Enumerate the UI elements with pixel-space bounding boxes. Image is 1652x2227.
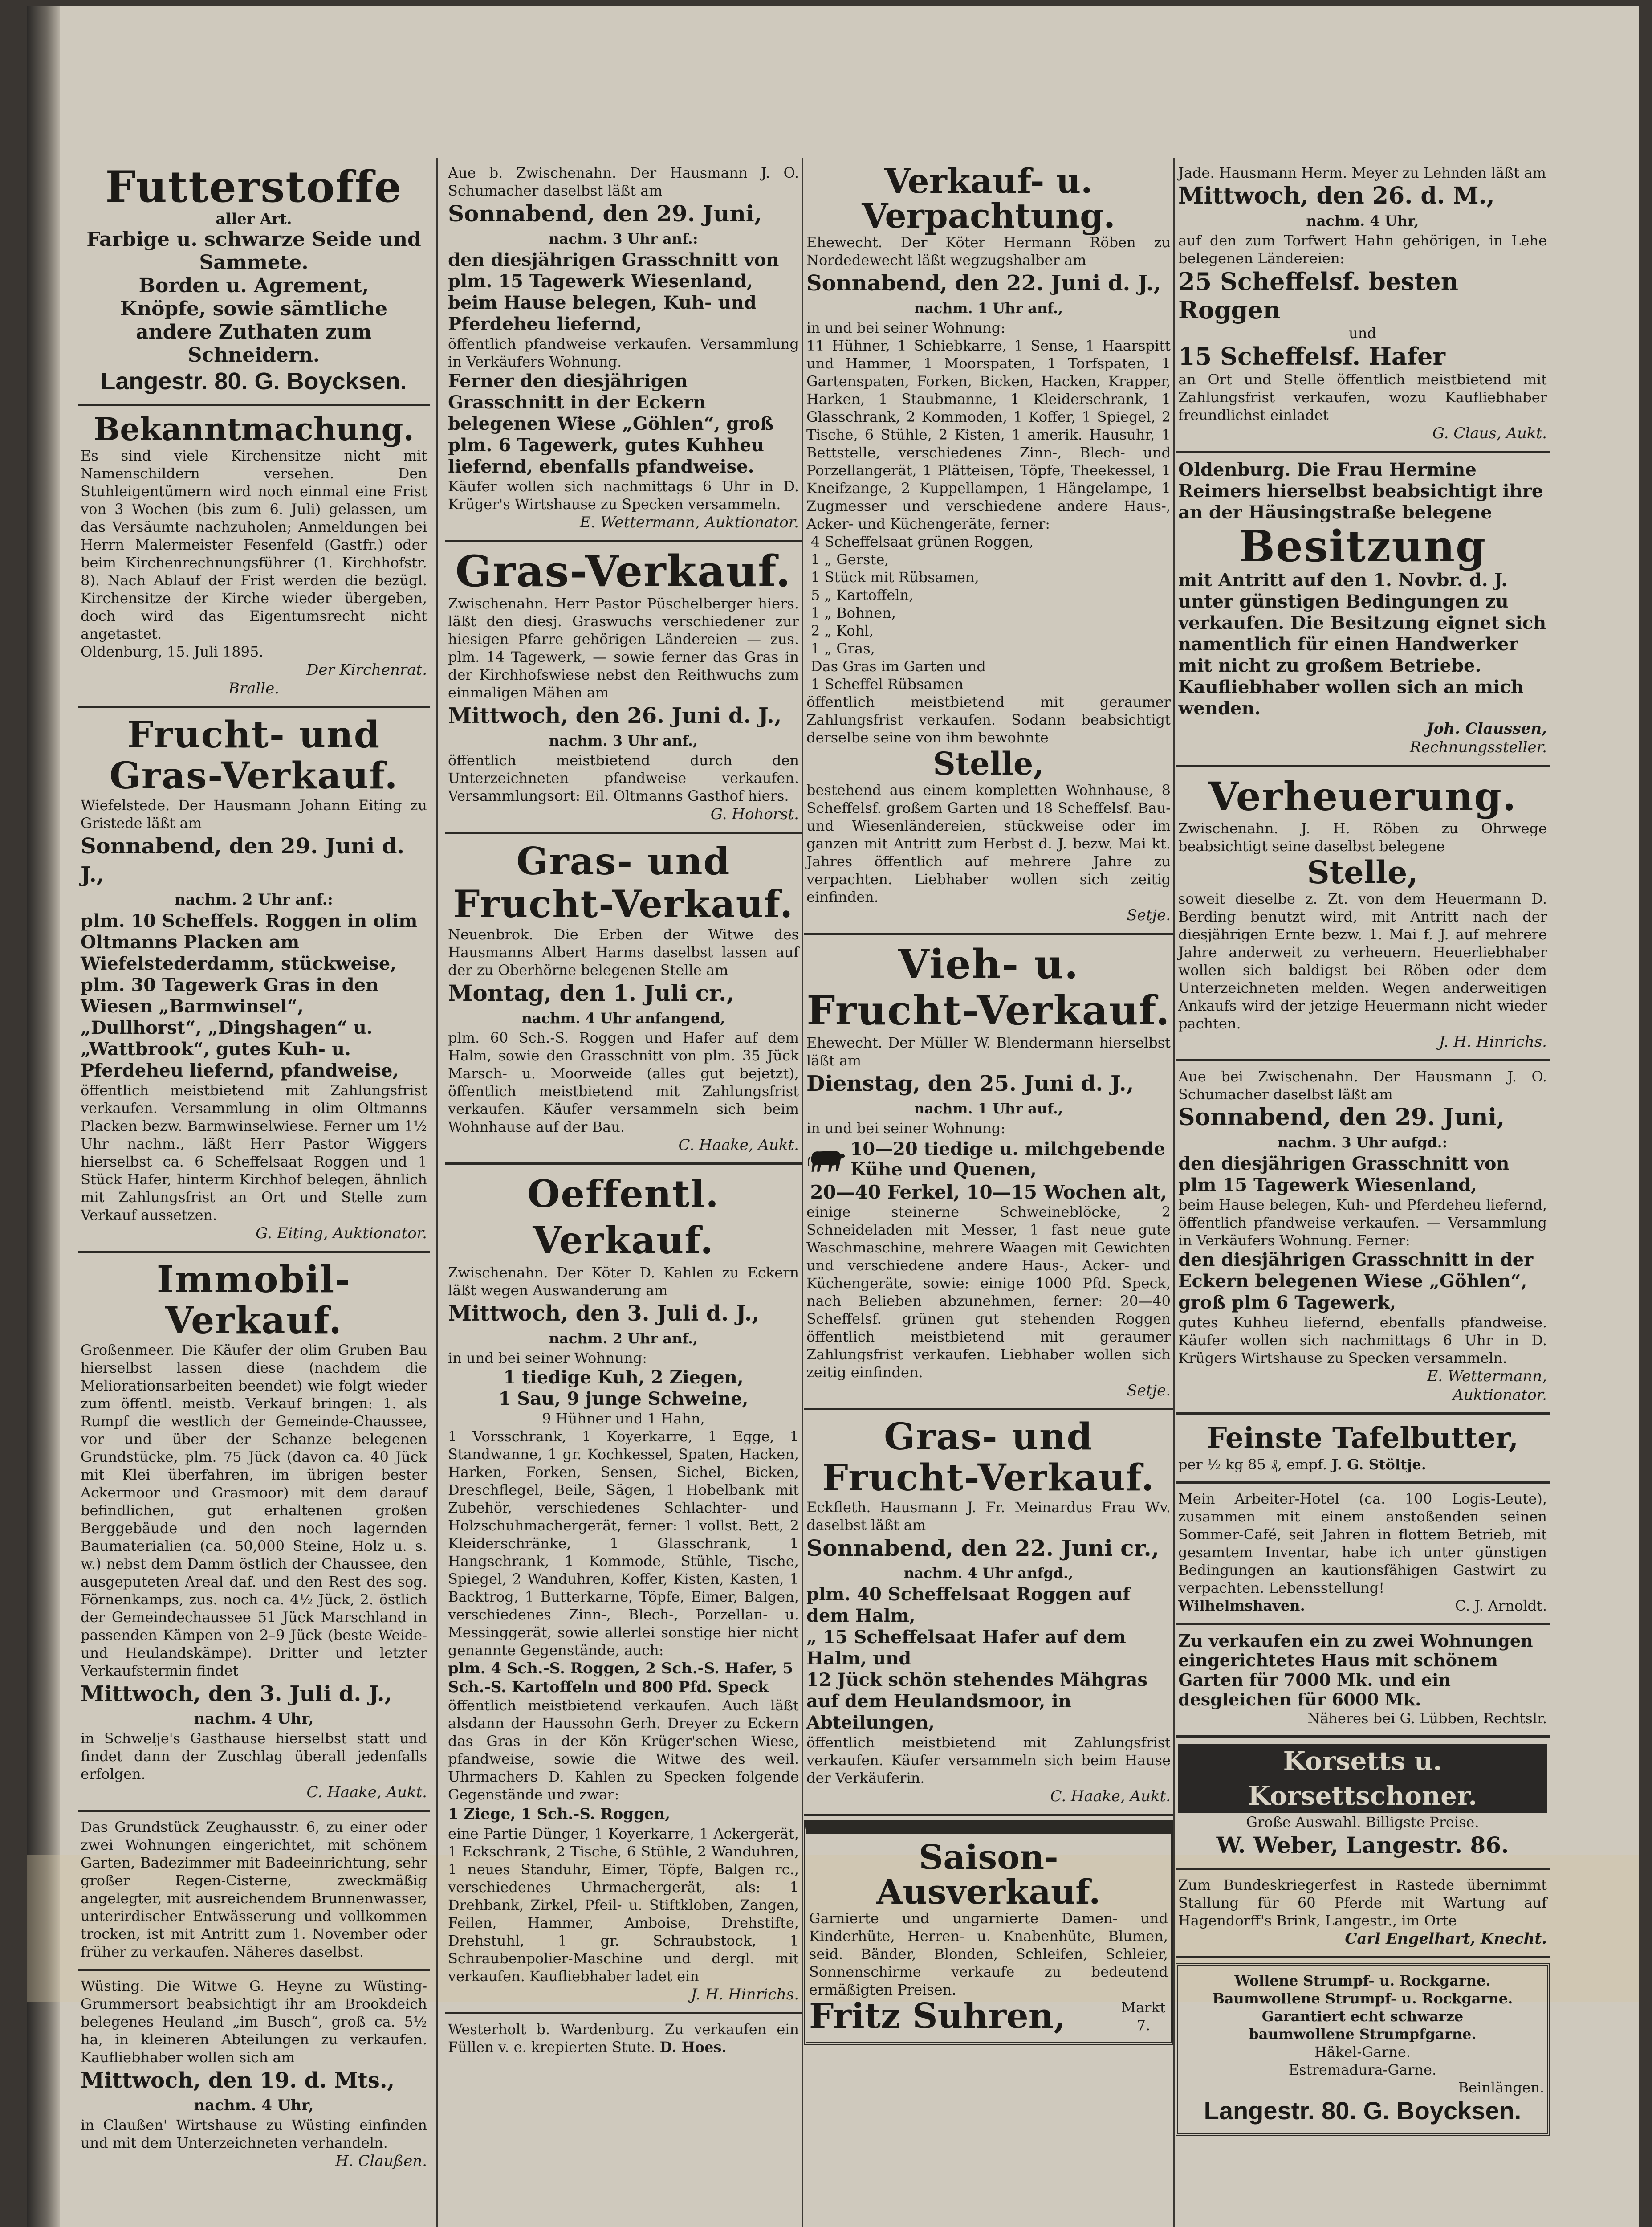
ad-body: auf den zum Torfwert Hahn gehörigen, in Lehe belegenen Ländereien: [1178, 232, 1547, 267]
ad-intro: Jade. Hausmann Herm. Meyer zu Lehnden läßt am [1178, 164, 1546, 181]
list-item: 5 „ Kartoffeln, [811, 587, 914, 604]
ad-intro: Neuenbrok. Die Erben der Witwe des Hausmanns Albert Harms daselbst lassen auf der zu Oberhörne belegenen Stelle am [448, 926, 799, 979]
ad-date: Montag, den 1. Juli cr., [448, 980, 734, 1006]
ad-date: Mittwoch, den 3. Juli d. J., [81, 1681, 392, 1706]
ad-title: Oeffentl. Verkauf. [527, 1172, 720, 1262]
ad-address: Markt 7. [1121, 1999, 1166, 2034]
crop-list [806, 533, 1171, 693]
ad-items: plm. 10 Scheffels. Roggen in olim Oltmanns Placken am Wiefelstederdamm, stückweise, plm. 30 Tagewerk Gras in den Wiesen „Barmwinsel“, „Dullhorst“, „Dingshagen“ u. „Wattbrook“, gutes Kuh- u. Pferdeheu liefernd, pfandweise, [81, 910, 418, 1081]
ad-bold: 10—20 tiedige u. milchgebende Kühe und Quenen, [850, 1138, 1165, 1180]
ad-haus [1176, 1625, 1550, 1738]
ad-grundstueck [78, 1812, 430, 1971]
ad-line: Estremadura-Garne. [1288, 2061, 1437, 2078]
ad-body: 1 Vorsschrank, 1 Koyerkarre, 1 Egge, 1 Standwanne, 1 gr. Kochkessel, Spaten, Hacken, Harken, Forken, Sensen, Sichel, Bicken, Dreschflegel, Beile, Sägen, 1 Hobelbank mit Zubehör, verschiedenes Schlachter- und Holzschuhmachergerät, ferner: 1 vollst. Bett, 2 Kleiderschränke, 1 Glasschrank, 1 Hangschrank, 1 Kommode, Stühle, Tische, Spiegel, 2 Wanduhren, Koffer, Kisten, Kasten, 1 Backtrog, 1 Butterkarne, Töpfe, Eimer, Balgen, verschiedenes Zinn-, Blech-, Porzellan- u. Messinggerät, sowie allerlei sonstige hier nicht genannte Gegenstände, auch: [448, 1428, 799, 1659]
ad-signature: C. Haake, Aukt. [306, 1783, 427, 1801]
ad-frucht-gras [78, 708, 430, 1253]
ad-date: Sonnabend, den 29. Juni d. J., [81, 834, 405, 887]
ad-aue-2 [1176, 1061, 1550, 1415]
ad-title: Vieh- u. Frucht-Verkauf. [806, 941, 1171, 1034]
ad-body: 11 Hühner, 1 Schiebkarre, 1 Sense, 1 Haarspitt und Hammer, 1 Moorspaten, 1 Torfspaten, 1 Gartenspaten, Forken, Bicken, Hacken, Krapper, Harken, 1 Staubmanne, 1 Kleiderschrank, 1 Glasschrank, 2 Kommoden, 1 Koffer, 1 Spiegel, 2 Tische, 6 Stühle, 2 Kisten, 1 amerik. Hausuhr, 1 Bettstelle, verschiedenes Zinn-, Blech- und Porzellangerät, 1 Plätteisen, Töpfe, Theekessel, 1 Kneifzange, 2 Kuppellampen, 1 Hängelampe, 1 Zugmesser und verschiedene andere Haus-, Acker- und Küchengeräte, ferner: [806, 337, 1171, 532]
ad-body: in Schwelje's Gasthause hierselbst statt und findet dann der Zuschlag überall jedenfalls erfolgen. [81, 1730, 427, 1782]
column-rule [802, 158, 803, 2227]
ad-title: Frucht- und Gras-Verkauf. [109, 714, 399, 797]
ad-date: Mittwoch, den 26. d. M., [1178, 182, 1495, 209]
ad-body: Es sind viele Kirchensitze nicht mit Namenschildern versehen. Den Stuhleigentümern wird noch einmal eine Frist von 3 Wochen (bis zum 6. Juli) gelassen, um das Versäumte nachzuholen; Anmeldungen bei Herrn Malermeister Fesenfeld (Gastfr.) oder beim Kirchenrechnungsführer (1. Kirchhofstr. 8). Nach Ablauf der Frist werden die bezügl. Kirchensitze der Kirche wieder übergeben, doch wird das Eigentumsrecht nicht angetastet. [81, 447, 427, 642]
ad-body: öffentlich meistbietend mit Zahlungsfrist verkaufen. Versammlung in olim Oltmanns Placken bezw. Barmwinselwiese. Ferner um 1½ Uhr nachm., läßt Herr Pastor Wiggers hierselbst ca. 6 Scheffelsaat Roggen und 1 Stück Hafer, hinterm Kirchhof belegen, ähnlich mit Zahlungsfrist an Ort und Stelle zum Verkauf aussetzen. [81, 1082, 427, 1224]
ad-date: Mittwoch, den 19. d. Mts., [81, 2068, 395, 2093]
ad-date: Dienstag, den 25. Juni d. J., [806, 1071, 1134, 1096]
ad-line: Beinlängen. [1458, 2079, 1544, 2096]
ad-body: soweit dieselbe z. Zt. von dem Heuermann D. Berding benutzt wird, mit Antritt nach der diesjährigen Ernte bezw. 1. Mai f. J. auf mehrere Jahre anderweit zu verheuern. Heuerliebhaber wollen sich baldigst bei Röben oder dem Unterzeichneten melden. Wegen anderweitigen Ankaufs wird der jetzige Heuermann nicht wieder pachten. [1178, 890, 1547, 1032]
ad-intro: Eckfleth. Hausmann J. Fr. Meinardus Frau Wv. daselbst läßt am [806, 1499, 1171, 1534]
ad-title: Gras- und Frucht-Verkauf. [822, 1415, 1155, 1499]
ad-body: öffentlich meistbietend mit Zahlungsfrist verkaufen. Käufer versammeln sich beim Hause der Verkäuferin. [806, 1734, 1171, 1786]
ad-time: nachm. 1 Uhr anf., [914, 300, 1063, 317]
ad-intro: Aue b. Zwischenahn. Der Hausmann J. O. Schumacher daselbst läßt am [448, 164, 799, 199]
ad-title: Besitzung [1238, 521, 1487, 571]
ad-bold: 25 Scheffelsf. besten Roggen [1178, 267, 1459, 324]
list-item: 2 „ Kohl, [811, 622, 874, 639]
ad-signature: G. Hohorst. [710, 805, 799, 823]
ad-signature: G. Claus, Aukt. [1432, 424, 1547, 442]
ad-body: bestehend aus einem kompletten Wohnhause, 8 Scheffelsf. großem Garten und 18 Scheffelsf. Bau- und Wiesenländereien, stückweise oder im ganzen mit Antritt zum Herbst d. J. bezw. Mai kt. Jahres öffentlich auf mehrere Jahre zu verpachten. Liebhaber wollen sich zeitig einfinden. [806, 782, 1171, 905]
ad-signature: C. J. Arnoldt. [1455, 1597, 1547, 1614]
ad-time: nachm. 2 Uhr anf., [549, 1330, 698, 1347]
ad-bold: den diesjährigen Grasschnitt von plm 15 Tagewerk Wiesenland, [1178, 1153, 1510, 1195]
ad-body: mit Antritt auf den 1. Novbr. d. J. unter günstigen Bedingungen zu verkaufen. Die Besitzung eignet sich namentlich für einen Handwerker mit nicht zu großem Betriebe. Kaufliebhaber wollen sich an mich wenden. [1178, 570, 1546, 719]
ad-signature: Rechnungssteller. [1410, 738, 1547, 756]
column-rule [436, 158, 438, 2227]
ad-title: Immobil-Verkauf. [156, 1258, 351, 1342]
list-item: 1 Stück mit Rübsamen, [811, 569, 979, 586]
ad-jade [1176, 158, 1550, 453]
ad-big-word: Stelle, [933, 745, 1044, 782]
list-item: 1 „ Gerste, [811, 551, 889, 568]
ad-vieh-frucht [804, 935, 1173, 1410]
ad-body: Käufer wollen sich nachmittags 6 Uhr in D. Krüger's Wirtshause zu Specken versammeln. [448, 478, 799, 513]
ad-bold: plm. 4 Sch.-S. Roggen, 2 Sch.-S. Hafer, 5 Sch.-S. Kartoffeln und 800 Pfd. Speck [448, 1660, 793, 1696]
ad-body: und [1349, 325, 1376, 342]
ad-body: Mein Arbeiter-Hotel (ca. 100 Logis-Leute), zusammen mit einem anstoßenden seinen Sommer-Café, seit Jahren in flottem Betrieb, mit gesamtem Inventar, habe ich unter günstigen Bedingungen an kautionsfähigen Gastwirt zu verpachten. Lebensstellung! [1178, 1490, 1547, 1596]
ad-futterstoffe [78, 158, 430, 406]
ad-body: an Ort und Stelle öffentlich meistbietend mit Zahlungsfrist verkaufen, wozu Kaufliebhaber freundlichst einladet [1178, 371, 1547, 424]
ad-butter [1176, 1415, 1550, 1484]
ad-signature: E. Wettermann, Auktionator. [579, 514, 799, 531]
ad-bekanntmachung [78, 406, 430, 708]
column-2 [445, 158, 802, 2227]
ad-verkauf-verpachtung [804, 158, 1173, 935]
list-item: 1 „ Gras, [811, 640, 875, 657]
ad-signature: E. Wettermann, [1427, 1367, 1547, 1385]
ad-body: in Claußen' Wirtshause zu Wüsting einfinden und mit dem Unterzeichneten verhandeln. [81, 2117, 427, 2151]
ad-gras-frucht-2 [804, 1410, 1173, 1816]
ad-bold: 20—40 Ferkel, 10—15 Wochen alt, [810, 1181, 1167, 1203]
ad-big-word: Stelle, [1307, 854, 1418, 891]
ad-intro: Ehewecht. Der Müller W. Blendermann hierselbst läßt am [806, 1034, 1171, 1069]
ad-time: nachm. 2 Uhr anf.: [175, 891, 333, 909]
column-3 [804, 158, 1173, 2227]
ad-body: Das Grundstück Zeughausstr. 6, zu einer oder zwei Wohnungen eingerichtet, mit schönem Garten, Badezimmer mit Badeeinrichtung, sehr großer Regen-Cisterne, zweckmäßig angelegter, mit ausreichendem Brunnenwasser, unterirdischer Entwässerung und vollkommen trocken, ist mit Antritt zum 1. November oder früher zu verkaufen. Näheres daselbst. [81, 1819, 427, 1960]
ad-bold: 15 Scheffelsf. Hafer [1178, 342, 1445, 371]
ad-time: nachm. 4 Uhr, [1306, 212, 1419, 229]
ad-body: Westerholt b. Wardenburg. Zu verkaufen ein Füllen v. e. krepierten Stute. [448, 2021, 799, 2056]
ad-body: öffentlich meistbietend durch den Unterzeichneten pfandweise verkaufen. Versammlungsort: Eil. Oltmanns Gasthof hiers. [448, 752, 799, 804]
ad-bold: Ferner den diesjährigen Grasschnitt in der Eckern belegenen Wiese „Göhlen“, groß plm. 6 Tagewerk, gutes Kuhheu liefernd, ebenfalls pfandweise. [448, 371, 774, 477]
ad-item: plm. 40 Scheffelsaat Roggen auf dem Halm, [806, 1584, 1131, 1626]
ad-intro: Oldenburg. Die Frau Hermine Reimers hierselbst beabsichtigt ihre an der Häusingstraße belegene [1178, 459, 1543, 523]
ad-intro: Wiefelstede. Der Hausmann Johann Eiting zu Gristede läßt am [81, 797, 427, 832]
ad-body: öffentlich meistbietend mit geraumer Zahlungsfrist verkaufen. Sodann beabsichtigt derselbe seine von ihm bewohnte [806, 693, 1171, 746]
ad-gras-verkauf [445, 542, 802, 834]
ad-oeffentl-verkauf [445, 1165, 802, 2014]
ad-aue-1 [445, 158, 802, 542]
ad-signature: G. Eiting, Auktionator. [256, 1224, 427, 1242]
ad-signature: Joh. Claussen, [1426, 720, 1547, 738]
ad-time: nachm. 1 Uhr auf., [914, 1100, 1063, 1117]
ad-westerholt [445, 2014, 802, 2064]
ad-date: Sonnabend, den 22. Juni d. J., [806, 271, 1161, 296]
ad-item: 9 Hühner und 1 Hahn, [542, 1410, 705, 1427]
ad-line: aller Art. [216, 210, 292, 228]
ad-date: Mittwoch, den 26. Juni d. J., [448, 703, 782, 728]
ad-signature: C. Haake, Aukt. [678, 1136, 799, 1154]
ad-body: Große Auswahl. Billigste Preise. [1246, 1814, 1479, 1831]
ad-place: Wilhelmshaven. [1178, 1597, 1305, 1614]
ad-title: Korsetts u. Korsettschoner. [1178, 1744, 1547, 1813]
ad-body: in und bei seiner Wohnung: [448, 1350, 647, 1366]
ad-line: baumwollene Strumpfgarne. [1249, 2026, 1477, 2043]
ad-address: Langestr. 80. G. Boycksen. [1204, 2096, 1522, 2125]
ad-intro: Aue bei Zwischenahn. Der Hausmann J. O. Schumacher daselbst läßt am [1178, 1068, 1547, 1103]
list-item: 1 Scheffel Rübsamen [811, 676, 964, 693]
ad-address: Langestr. 80. G. Boycksen. [101, 368, 407, 395]
ad-signature: Auktionator. [1453, 1386, 1547, 1404]
ad-signature: W. Weber, Langestr. 86. [1216, 1832, 1509, 1858]
ad-title: Gras-Verkauf. [455, 546, 792, 596]
ad-time: nachm. 3 Uhr anf., [549, 732, 698, 749]
ad-body: öffentlich pfandweise verkaufen. Versammlung in Verkäufers Wohnung. [448, 335, 799, 370]
ad-line: Häkel-Garne. [1314, 2043, 1411, 2060]
ad-body: Zwischenahn. Herr Pastor Püschelberger hiers. läßt den diesj. Graswuchs verschiedener zur hiesigen Pfarre gehörigen Ländereien — zus. plm. 14 Tagewerk, — sowie ferner das Gras in der Kirchhofswiese nebst den Reithwuchs zum einmaligen Mähen am [448, 595, 799, 701]
ad-body: Garnierte und ungarnierte Damen- und Kinderhüte, Herren- u. Knabenhüte, Blumen, seid. Bänder, Blonden, Schleifen, Schleier, Sonnenschirme verkaufe zu bedeutend ermäßigten Preisen. [809, 1910, 1168, 1998]
ad-item: 1 tiedige Kuh, 2 Ziegen, [503, 1367, 744, 1388]
ad-body: gutes Kuhheu liefernd, ebenfalls pfandweise. Käufer wollen sich nachmittags 6 Uhr in D. Krügers Wirtshause zu Specken versammeln. [1178, 1314, 1547, 1366]
ad-date: Sonnabend, den 29. Juni, [1178, 1104, 1505, 1131]
ad-intro: Ehewecht. Der Köter Hermann Röben zu Nordedewecht läßt wegzugshalber am [806, 234, 1171, 269]
ad-date: Sonnabend, den 29. Juni, [448, 200, 762, 227]
ad-line: Baumwollene Strumpf- u. Rockgarne. [1212, 1990, 1513, 2007]
ad-body: per ½ kg 85 ₰, empf. [1178, 1456, 1327, 1473]
ad-title: Bekanntmachung. [94, 411, 414, 448]
cow-icon [806, 1137, 846, 1182]
ad-merchant-name: Fritz Suhren, [809, 1996, 1066, 2036]
column-rule [1173, 158, 1175, 2227]
ad-signature: C. Haake, Aukt. [1050, 1787, 1171, 1805]
ad-line: Borden u. Agrement, [138, 274, 369, 297]
ad-signature: Setje. [1127, 906, 1171, 924]
list-item: 4 Scheffelsaat grünen Roggen, [811, 533, 1034, 550]
ad-kriegerfest [1176, 1870, 1550, 1958]
ad-body: eine Partie Dünger, 1 Koyerkarre, 1 Ackergerät, 1 Eckschrank, 2 Tische, 6 Stühle, 2 Wanduhren, 1 neues Standuhr, Eimer, Töpfe, Balgen rc., verschiedenes Uhrmachergerät, als: 1 Drehbank, Zirkel, Pfeil- u. Stiftkloben, Zangen, Feilen, Hammer, Amboise, Drehstifte, Drehstuhl, 1 gr. Schraubstock, 1 Schraubenpolier-Maschine und dergl. mit verkaufen. Kaufliebhaber ladet ein [448, 1825, 799, 1985]
ad-line: Wollene Strumpf- u. Rockgarne. [1234, 1972, 1491, 1989]
ad-time: nachm. 3 Uhr aufgd.: [1278, 1134, 1448, 1151]
ad-immobil [78, 1253, 430, 1812]
ad-intro: Zwischenahn. Der Köter D. Kahlen zu Eckern läßt wegen Auswanderung am [448, 1264, 799, 1299]
ad-line: Garantiert echt schwarze [1261, 2008, 1464, 2025]
ad-item: „ 15 Scheffelsaat Hafer auf dem Halm, und [806, 1627, 1126, 1669]
ad-title: Verheuerung. [1208, 773, 1517, 820]
ad-date: Sonnabend, den 22. Juni cr., [806, 1535, 1160, 1561]
ad-signature: Setje. [1127, 1382, 1171, 1399]
ad-body: Näheres bei G. Lübben, Rechtslr. [1307, 1710, 1547, 1727]
ad-line: Farbige u. schwarze Seide und Sammete. [86, 228, 421, 274]
ad-gras-frucht-1 [445, 834, 802, 1165]
ad-time: nachm. 4 Uhr anfgd., [903, 1565, 1074, 1582]
ad-time: nachm. 4 Uhr, [194, 2096, 314, 2114]
newspaper-page [27, 6, 1639, 2227]
ad-item: 1 Sau, 9 junge Schweine, [498, 1388, 749, 1409]
ad-title: Futterstoffe [105, 162, 403, 212]
ad-body: Großenmeer. Die Käufer der olim Gruben Bau hierselbst lassen diese (nachdem die Meliorationsarbeiten beendet) wie folgt wieder zum öffentl. meistb. Verkauf bringen: 1. als Rumpf die westlich der Gemeinde-Chaussee, vor und über der Schanze belegenen Grundstücke, plm. 75 Jück (davon ca. 40 Jück mit Klei überfahren, im übrigen bester Ackermoor und Grasmoor) mit dem darauf befindlichen, gut erhaltenen großen Berggebäude und den noch lagernden Baumaterialien (ca. 50,000 Steine, Holz u. s. w.) nebst dem Damm östlich der Chaussee, den ausgeputeten Areal daf. und den Rest des sog. Förnenkamps, zus. noch ca. 4½ Jück, 2. östlich der Gemeindechaussee 51 Jück Marschland in passenden Kämpen von 2–9 Jück (beste Weide- und Heulandskämpe). Dritter und letzter Verkaufstermin findet [81, 1342, 427, 1679]
ad-verheuerung [1176, 767, 1550, 1061]
column-4 [1176, 158, 1550, 2227]
ad-date: Oldenburg, 15. Juli 1895. [81, 643, 264, 660]
list-item: 1 „ Bohnen, [811, 604, 896, 621]
ad-title: Verkauf- u. Verpachtung. [862, 161, 1115, 236]
ad-time: nachm. 3 Uhr anf.: [549, 230, 698, 247]
ad-title: Feinste Tafelbutter, [1206, 1421, 1519, 1455]
ad-signature: J. G. Stöltje. [1331, 1456, 1426, 1473]
ad-signature: Bralle. [228, 680, 280, 697]
ad-body: einige steinerne Schweineblöcke, 2 Schneideladen mit Messer, 1 fast neue gute Waschmaschine, mehrere Waagen mit Gewichten und verschiedene andere Haus-, Acker- und Küchengeräte, sowie: einige 1000 Pfd. Speck, nach Belieben abzunehmen, ferner: 20—40 Scheffelsf. grünen gut stehenden Roggen öffentlich meistbietend mit geraumer Zahlungsfrist verkaufen. Liebhaber wollen sich zeitig einfinden. [806, 1203, 1171, 1381]
ad-besitzung [1176, 453, 1550, 767]
cow-row [806, 1137, 1171, 1182]
ad-signature: H. Claußen. [335, 2152, 427, 2170]
ad-body: plm. 60 Sch.-S. Roggen und Hafer auf dem Halm, sowie den Grasschnitt von plm. 35 Jück Marsch- u. Moorweide (alles gut bejetzt), öffentlich meistbietend mit Zahlungsfrist verkaufen. Käufer versammeln sich beim Wohnhause auf der Bau. [448, 1029, 799, 1135]
ad-intro: Zwischenahn. J. H. Röben zu Ohrwege beabsichtigt seine daselbst belegene [1178, 820, 1547, 855]
ad-item: 12 Jück schön stehendes Mähgras auf dem Heulandsmoor, in Abteilungen, [806, 1669, 1147, 1733]
ad-wuesting [78, 1971, 430, 2178]
ad-body: Zum Bundeskriegerfest in Rastede übernimmt Stallung für 60 Pferde mit Wartung auf Hagendorff's Brink, Langestr., im Orte [1178, 1876, 1547, 1929]
ad-signature: Der Kirchenrat. [306, 661, 427, 679]
ad-time: nachm. 4 Uhr anfangend, [521, 1010, 725, 1027]
ad-signature: D. Hoes. [659, 2039, 727, 2056]
ad-saison [804, 1820, 1173, 2045]
ad-line: Knöpfe, sowie sämtliche andere Zuthaten zum Schneidern. [120, 298, 388, 367]
ad-body: beim Hause belegen, Kuh- und Pferdeheu liefernd, öffentlich pfandweise verkaufen. — Versammlung in Verkäufers Wohnung. Ferner: [1178, 1196, 1547, 1249]
ad-date: Mittwoch, den 3. Juli d. J., [448, 1301, 760, 1326]
ad-body: Zu verkaufen ein zu zwei Wohnungen eingerichtetes Haus mit schönem Garten für 7000 Mk. und ein desgleichen für 6000 Mk. [1178, 1631, 1533, 1709]
column-1 [78, 158, 430, 2227]
ad-signature: Carl Engelhart, Knecht. [1345, 1930, 1547, 1948]
ad-signature: J. H. Hinrichs. [691, 1986, 799, 2003]
ad-body: in und bei seiner Wohnung: [806, 319, 1006, 336]
ad-title: Gras- und Frucht-Verkauf. [453, 839, 794, 926]
ad-wolle [1176, 1963, 1550, 2136]
ad-bold: 1 Ziege, 1 Sch.-S. Roggen, [448, 1805, 671, 1823]
ad-bold: den diesjährigen Grasschnitt von plm. 15 Tagewerk Wiesenland, beim Hause belegen, Kuh- und Pferdeheu liefernd, [448, 249, 779, 334]
ad-hotel [1176, 1484, 1550, 1625]
ad-title: Saison-Ausverkauf. [876, 1837, 1101, 1912]
ad-body: öffentlich meistbietend verkaufen. Auch läßt alsdann der Haussohn Gerh. Dreyer zu Eckern das Gras in der Kön Krüger'schen Wiese, pfandweise, sowie die Witwe des weil. Uhrmachers D. Kahlen zu Specken folgende Gegenstände und zwar: [448, 1697, 799, 1803]
ad-time: nachm. 4 Uhr, [194, 1710, 314, 1728]
ad-bold: den diesjährigen Grasschnitt in der Eckern belegenen Wiese „Göhlen“, groß plm 6 Tagewerk, [1178, 1249, 1534, 1313]
ad-signature: J. H. Hinrichs. [1439, 1033, 1547, 1051]
ad-korsetts [1176, 1738, 1550, 1870]
ad-body: Wüsting. Die Witwe G. Heyne zu Wüsting-Grummersort beabsichtigt ihr am Brookdeich belegenes Heuland „im Busch“, groß ca. 5½ ha, in kleineren Abteilungen zu verkaufen. Kaufliebhaber wollen sich am [81, 1978, 427, 2066]
list-item: Das Gras im Garten und [811, 658, 986, 675]
ad-body: in und bei seiner Wohnung: [806, 1120, 1006, 1137]
